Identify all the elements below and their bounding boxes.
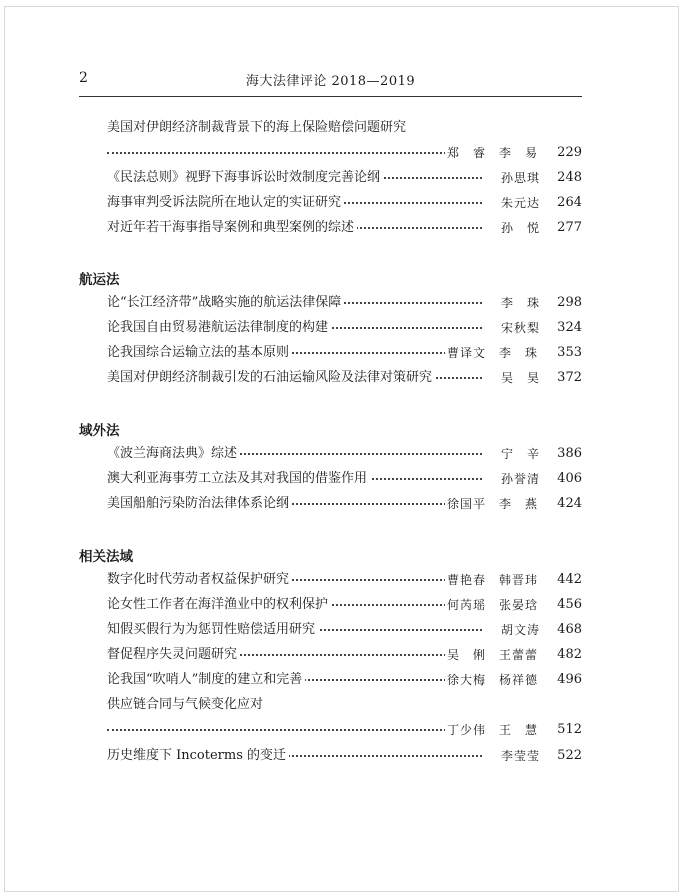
toc-entry-authors: 徐大梅 杨祥德 [445,670,555,690]
toc-entry-page: 496 [557,672,582,687]
toc-entry-page: 522 [557,748,582,763]
toc-entry [107,595,582,615]
toc-entry [107,343,582,363]
toc-entry-authors: 徐国平 李 燕 [445,494,555,514]
toc-entry-authors: 丁少伟 王 慧 [445,720,555,740]
toc-entry-page: 324 [557,320,582,335]
toc-entry-title: 论我国综合运输立法的基本原则 [107,343,292,363]
toc-entry-title: 论“长江经济带”战略实施的航运法律保障 [107,293,344,313]
toc-entry-title: 澳大利亚海事劳工立法及其对我国的借鉴作用 [107,469,370,489]
toc-entry [107,193,582,213]
toc-entry-authors: 宁 辛 [499,444,559,464]
toc-entry-page: 264 [557,195,582,210]
toc-entry-authors: 何芮瑶 张晏琀 [445,595,555,615]
toc-entry-title: 论女性工作者在海洋渔业中的权利保护 [107,595,331,615]
toc-entry-page: 372 [557,370,582,385]
toc-entry-page: 442 [557,572,582,587]
toc-entry [107,620,582,640]
toc-entry-authors: 孙 悦 [499,218,559,238]
toc-entry-authors: 郑 睿 李 易 [445,143,555,163]
toc-entry-page: 229 [557,145,582,160]
toc-entry-authors: 胡文涛 [499,620,559,640]
toc-entry-title: 论我国“吹哨人”制度的建立和完善 [107,670,305,690]
toc-entry-page: 424 [557,496,582,511]
toc-entry-page: 386 [557,446,582,461]
section-heading: 域外法 [79,423,120,439]
toc-entry [107,645,582,665]
toc-entry-page: 512 [557,722,582,737]
toc-entry-authors: 孙誉清 [499,469,559,489]
toc-entry [107,720,582,740]
toc-entry-title: 对近年若干海事指导案例和典型案例的综述 [107,218,357,238]
section-heading: 航运法 [79,272,120,288]
toc-entry-title: 《民法总则》视野下海事诉讼时效制度完善论纲 [107,168,383,188]
toc-entry-title: 美国船舶污染防治法律体系论纲 [107,494,292,514]
toc-entry-page: 456 [557,597,582,612]
toc-entry [107,494,582,514]
toc-entry-title: 美国对伊朗经济制裁引发的石油运输风险及法律对策研究 [107,368,435,388]
toc-entry-title: 论我国自由贸易港航运法律制度的构建 [107,318,331,338]
toc-entry-authors: 吴 昊 [499,368,559,388]
dot-leader [107,152,482,154]
toc-entry-page: 248 [557,170,582,185]
toc-entry [107,218,582,238]
running-header [79,66,582,97]
toc-entry [107,570,582,590]
section-heading: 相关法域 [79,549,133,565]
toc-entry-authors: 李莹莹 [499,746,559,766]
toc-entry [107,293,582,313]
toc-entry-title: 督促程序失灵问题研究 [107,645,240,665]
page-number: 2 [79,70,88,86]
toc-entry-authors: 曹艳春 韩晋玮 [445,570,555,590]
toc-entry-title: 美国对伊朗经济制裁背景下的海上保险赔偿问题研究 [107,120,407,135]
toc-entry-page: 406 [557,471,582,486]
toc-entry-title: 《波兰海商法典》综述 [107,444,240,464]
toc-entry-page: 277 [557,220,582,235]
toc-entry-title: 知假买假行为为惩罚性赔偿适用研究 [107,620,318,640]
toc-entry-title: 历史维度下 Incoterms 的变迁 [107,746,289,766]
dot-leader [107,729,482,731]
running-title: 海大法律评论 2018—2019 [245,74,416,89]
toc-entry [107,318,582,338]
toc-entry [107,444,582,464]
toc-entry-title: 供应链合同与气候变化应对 [107,697,264,712]
toc-entry-page: 482 [557,647,582,662]
toc-entry-authors: 曹译文 李 珠 [445,343,555,363]
toc-entry-page: 298 [557,295,582,310]
toc-entry-authors: 吴 俐 王蕾蕾 [445,645,555,665]
toc-entry [107,469,582,489]
toc-entry [107,368,582,388]
toc-entry-title: 数字化时代劳动者权益保护研究 [107,570,292,590]
toc-entry [107,143,582,163]
toc-entry [107,746,582,766]
toc-entry [107,168,582,188]
toc-entry-authors: 宋秋梨 [499,318,559,338]
toc-entry-authors: 孙思琪 [499,168,559,188]
toc-entry-page: 353 [557,345,582,360]
toc-entry [107,670,582,690]
toc-entry-authors: 朱元达 [499,193,559,213]
toc-entry-page: 468 [557,622,582,637]
toc-entry-title: 海事审判受诉法院所在地认定的实证研究 [107,193,344,213]
toc-entry-authors: 李 珠 [499,293,559,313]
